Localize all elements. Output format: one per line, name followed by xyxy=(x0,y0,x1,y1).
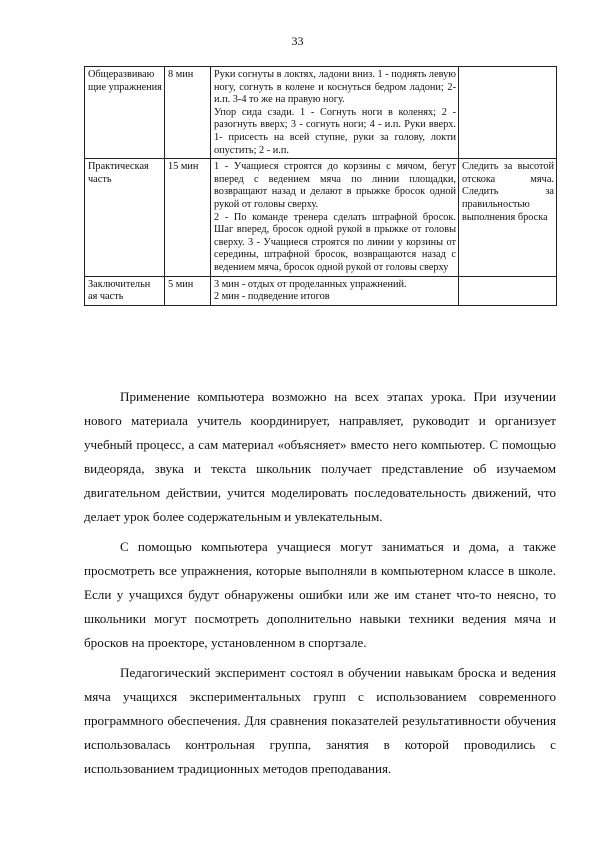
paragraph: Педагогический эксперимент состоял в обучении навыкам броска и ведения мяча учащихся экспериментальных групп с использованием современного программного обеспечения. Для сравнения показателей результативности обучения использовалась контрольная группа, занятия в которой проводились с использованием традиционных методов преподавания. xyxy=(84,665,556,776)
content-cell xyxy=(211,159,459,276)
content-text: 2 - По команде тренера сделать штрафной бросок. Шаг вперед, бросок одной рукой в прыжке от головы сверху. 3 - Учащиеся строятся по линии у корзины от середины, штрафной бросок, возвращаются назад с ведением мяча, бросок одной рукой от головы сверху xyxy=(214,211,456,273)
note-cell: Следить за высотой отскока мяча. Следить за правильностью выполнения броска xyxy=(459,159,557,276)
duration-cell: 15 мин xyxy=(165,159,211,276)
paragraph: Применение компьютера возможно на всех этапах урока. При изучении нового материала учитель координирует, направляет, руководит и организует учебный процесс, а сам материал «объясняет» вместо него компьютер. С помощью видеоряда, звука и текста школьник получает представление об изучаемом двигательном действии, учится моделировать последовательность движений, что делает урок более содержательным и увлекательным. xyxy=(84,389,556,524)
lesson-plan-table xyxy=(84,66,557,306)
content-cell xyxy=(211,67,459,159)
content-text: 1 - Учащиеся строятся до корзины с мячом, бегут вперед с ведением мяча по линии площадки, возвращают назад и делают в прыжке бросок одной рукой от головы сверху. xyxy=(214,161,456,210)
duration-cell: 5 мин xyxy=(165,276,211,305)
content-cell xyxy=(211,276,459,305)
stage-name-cell: Заключительн ая часть xyxy=(85,276,165,305)
content-text: Руки согнуты в локтях, ладони вниз. 1 - поднять левую ногу, согнуть в колене и коснуться бедром ладони; 2- и.п. 3-4 то же на правую ногу. xyxy=(214,69,456,106)
body-text xyxy=(84,385,556,787)
table-row xyxy=(85,159,557,276)
content-text: 3 мин - отдых от проделанных упражнений. xyxy=(214,278,407,290)
duration-cell: 8 мин xyxy=(165,67,211,159)
content-text: Упор сида сзади. 1 - Согнуть ноги в коленях; 2 - разогнуть вверх; 3 - согнуть ноги; 4 - и.п. Руки вверх. 1- присесть на всей ступне, руки за голову, локти опустить; 2 - и.п. xyxy=(214,106,456,156)
paragraph: С помощью компьютера учащиеся могут заниматься и дома, а также просмотреть все упражнения, которые выполняли в компьютерном классе в школе. Если у учащихся будут обнаружены ошибки или же им станет что-то неясно, то школьники могут посмотреть дополнительно навыки техники ведения мяча и бросков на проекторе, установленном в спортзале. xyxy=(84,539,556,650)
table-row xyxy=(85,276,557,305)
note-cell xyxy=(459,276,557,305)
stage-name-cell: Практическая часть xyxy=(85,159,165,276)
page-number: 33 xyxy=(291,34,304,48)
content-text: 2 мин - подведение итогов xyxy=(214,291,330,303)
note-cell xyxy=(459,67,557,159)
stage-name-cell: Общеразвиваю щие упражнения xyxy=(85,67,165,159)
table-row xyxy=(85,67,557,159)
